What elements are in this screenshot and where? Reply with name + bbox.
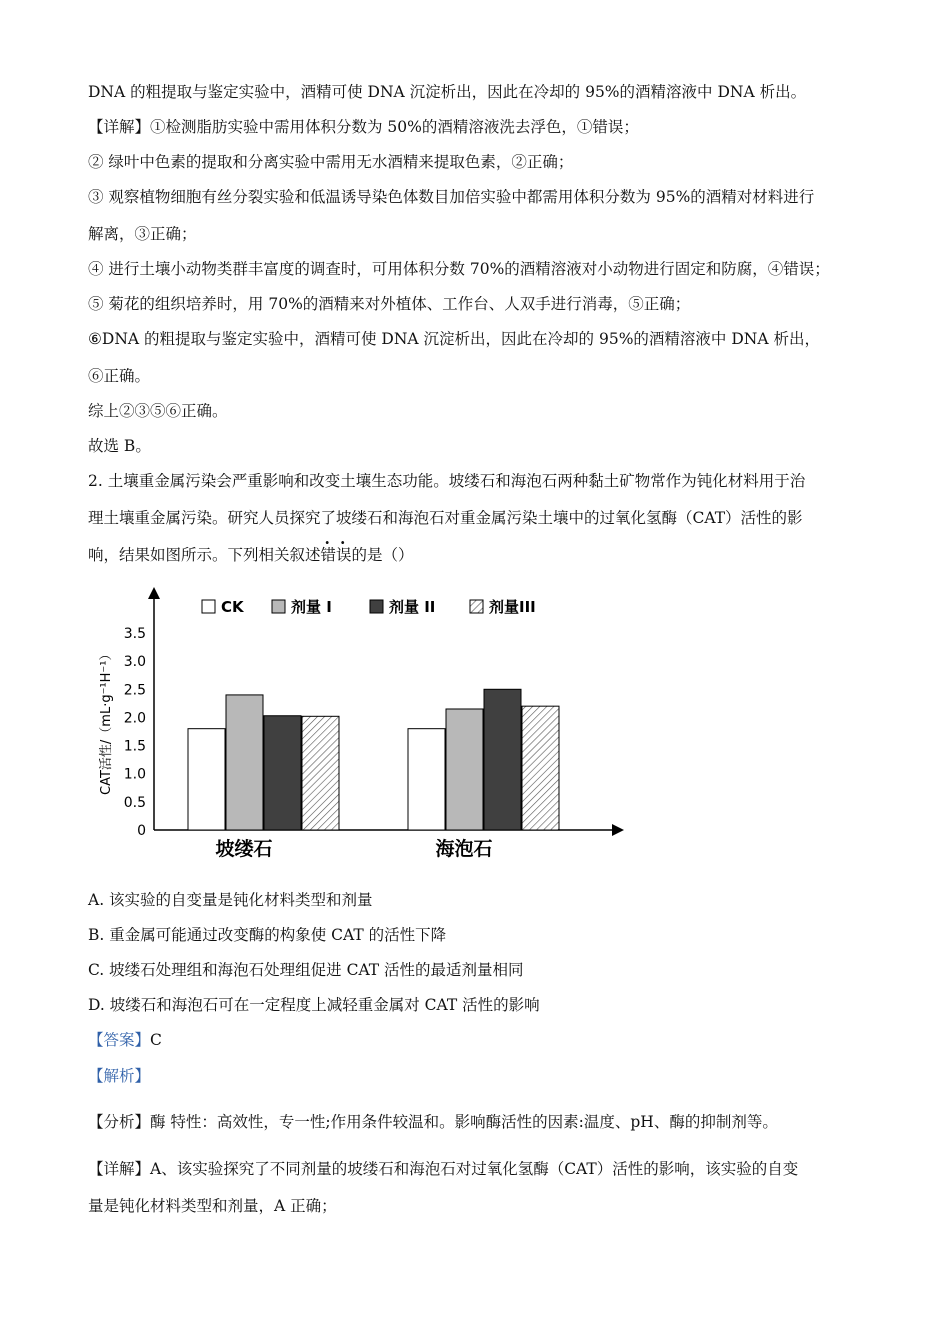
y-tick-label: 3.0 bbox=[123, 654, 146, 671]
text-line: ② 绿叶中色素的提取和分离实验中需用无水酒精来提取色素，②正确； bbox=[88, 153, 574, 171]
legend-swatch bbox=[202, 600, 215, 613]
y-tick-label: 3.5 bbox=[123, 626, 146, 642]
text-line: ④ 进行土壤小动物类群丰富度的调查时，可用体积分数 70%的酒精溶液对小动物进行固定和防腐，④错误； bbox=[88, 260, 830, 278]
text-line: DNA 的粗提取与鉴定实验中，酒精可使 DNA 沉淀析出，因此在冷却的 95%的酒精溶液中 DNA 析出。 bbox=[88, 83, 807, 101]
y-tick-label: 0 bbox=[137, 823, 146, 839]
text-line: ③ 观察植物细胞有丝分裂实验和低温诱导染色体数目加倍实验中都需用体积分数为 95%的酒精对材料进行 bbox=[88, 188, 815, 206]
legend-swatch bbox=[272, 600, 285, 613]
text-line: 解离，③正确； bbox=[88, 225, 197, 243]
explanation-text: 【详解】A、该实验探究了不同剂量的坡缕石和海泡石对过氧化氢酶（CAT）活性的影响，该实验的自变 bbox=[88, 1160, 799, 1178]
legend-label: 剂量 I bbox=[291, 598, 332, 616]
question-text: 响，结果如图所示。下列相关叙述错误的是（） bbox=[88, 546, 414, 564]
text-line: 故选 B。 bbox=[88, 437, 151, 455]
emphasis-char: 错 bbox=[320, 546, 337, 564]
emphasis-char: 误 bbox=[336, 546, 352, 564]
explanation-text: 量是钝化材料类型和剂量，A 正确； bbox=[88, 1197, 337, 1215]
analysis-label: 【解析】 bbox=[88, 1067, 151, 1085]
bar-palygorskite-series-1 bbox=[226, 695, 263, 830]
answer bbox=[88, 1030, 162, 1050]
y-tick-label: 0.5 bbox=[123, 794, 146, 811]
bar-chart bbox=[88, 585, 648, 870]
legend-label: 剂量 II bbox=[389, 598, 436, 616]
text-line: ⑥DNA 的粗提取与鉴定实验中，酒精可使 DNA 沉淀析出，因此在冷却的 95%的酒精溶液中 DNA 析出， bbox=[88, 330, 820, 348]
bar-palygorskite-series-2 bbox=[264, 716, 301, 830]
answer-label: 【答案】 bbox=[88, 1031, 151, 1049]
question-text: 2. 土壤重金属污染会严重影响和改变土壤生态功能。坡缕石和海泡石两种黏土矿物常作为钝化材料用于治 bbox=[88, 472, 806, 490]
legend-swatch bbox=[470, 600, 483, 613]
text-line: ⑥正确。 bbox=[88, 367, 151, 385]
x-category-label: 海泡石 bbox=[435, 838, 493, 860]
option-a: A. 该实验的自变量是钝化材料类型和剂量 bbox=[88, 891, 373, 909]
bar-sepiolite-series-3 bbox=[522, 706, 559, 830]
text-line: ⑤ 菊花的组织培养时，用 70%的酒精来对外植体、工作台、人双手进行消毒，⑤正确； bbox=[88, 295, 691, 313]
y-axis-label: CAT活性/（mL·g⁻¹H⁻¹） bbox=[99, 647, 114, 795]
text-line: 【详解】①检测脂肪实验中需用体积分数为 50%的酒精溶液洗去浮色，①错误； bbox=[88, 118, 639, 136]
legend-label: 剂量III bbox=[489, 598, 536, 616]
bar-sepiolite-series-1 bbox=[446, 709, 483, 830]
y-tick-label: 1.0 bbox=[123, 766, 146, 783]
legend-swatch bbox=[370, 600, 383, 613]
legend-label: CK bbox=[221, 598, 244, 616]
option-d: D. 坡缕石和海泡石可在一定程度上减轻重金属对 CAT 活性的影响 bbox=[88, 996, 540, 1014]
bar-sepiolite-series-2 bbox=[484, 689, 521, 830]
bar-palygorskite-series-0 bbox=[188, 729, 225, 830]
y-tick-label: 2.0 bbox=[123, 710, 146, 727]
option-b: B. 重金属可能通过改变酶的构象使 CAT 的活性下降 bbox=[88, 926, 447, 944]
x-category-label: 坡缕石 bbox=[215, 838, 273, 860]
y-tick-label: 2.5 bbox=[123, 682, 146, 699]
bar-palygorskite-series-3 bbox=[302, 716, 339, 830]
option-c: C. 坡缕石处理组和海泡石处理组促进 CAT 活性的最适剂量相同 bbox=[88, 961, 524, 979]
text-line: 综上②③⑤⑥正确。 bbox=[88, 402, 228, 420]
bar-sepiolite-series-0 bbox=[408, 729, 445, 830]
answer-value: C bbox=[150, 1031, 162, 1049]
y-tick-label: 1.5 bbox=[123, 738, 146, 755]
question-text: 理土壤重金属污染。研究人员探究了坡缕石和海泡石对重金属污染土壤中的过氧化氢酶（CAT）活性的影 bbox=[88, 509, 803, 527]
analysis-text: 【分析】酶 特性：高效性，专一性;作用条件较温和。影响酶活性的因素:温度、pH、酶的抑制剂等。 bbox=[88, 1113, 778, 1131]
